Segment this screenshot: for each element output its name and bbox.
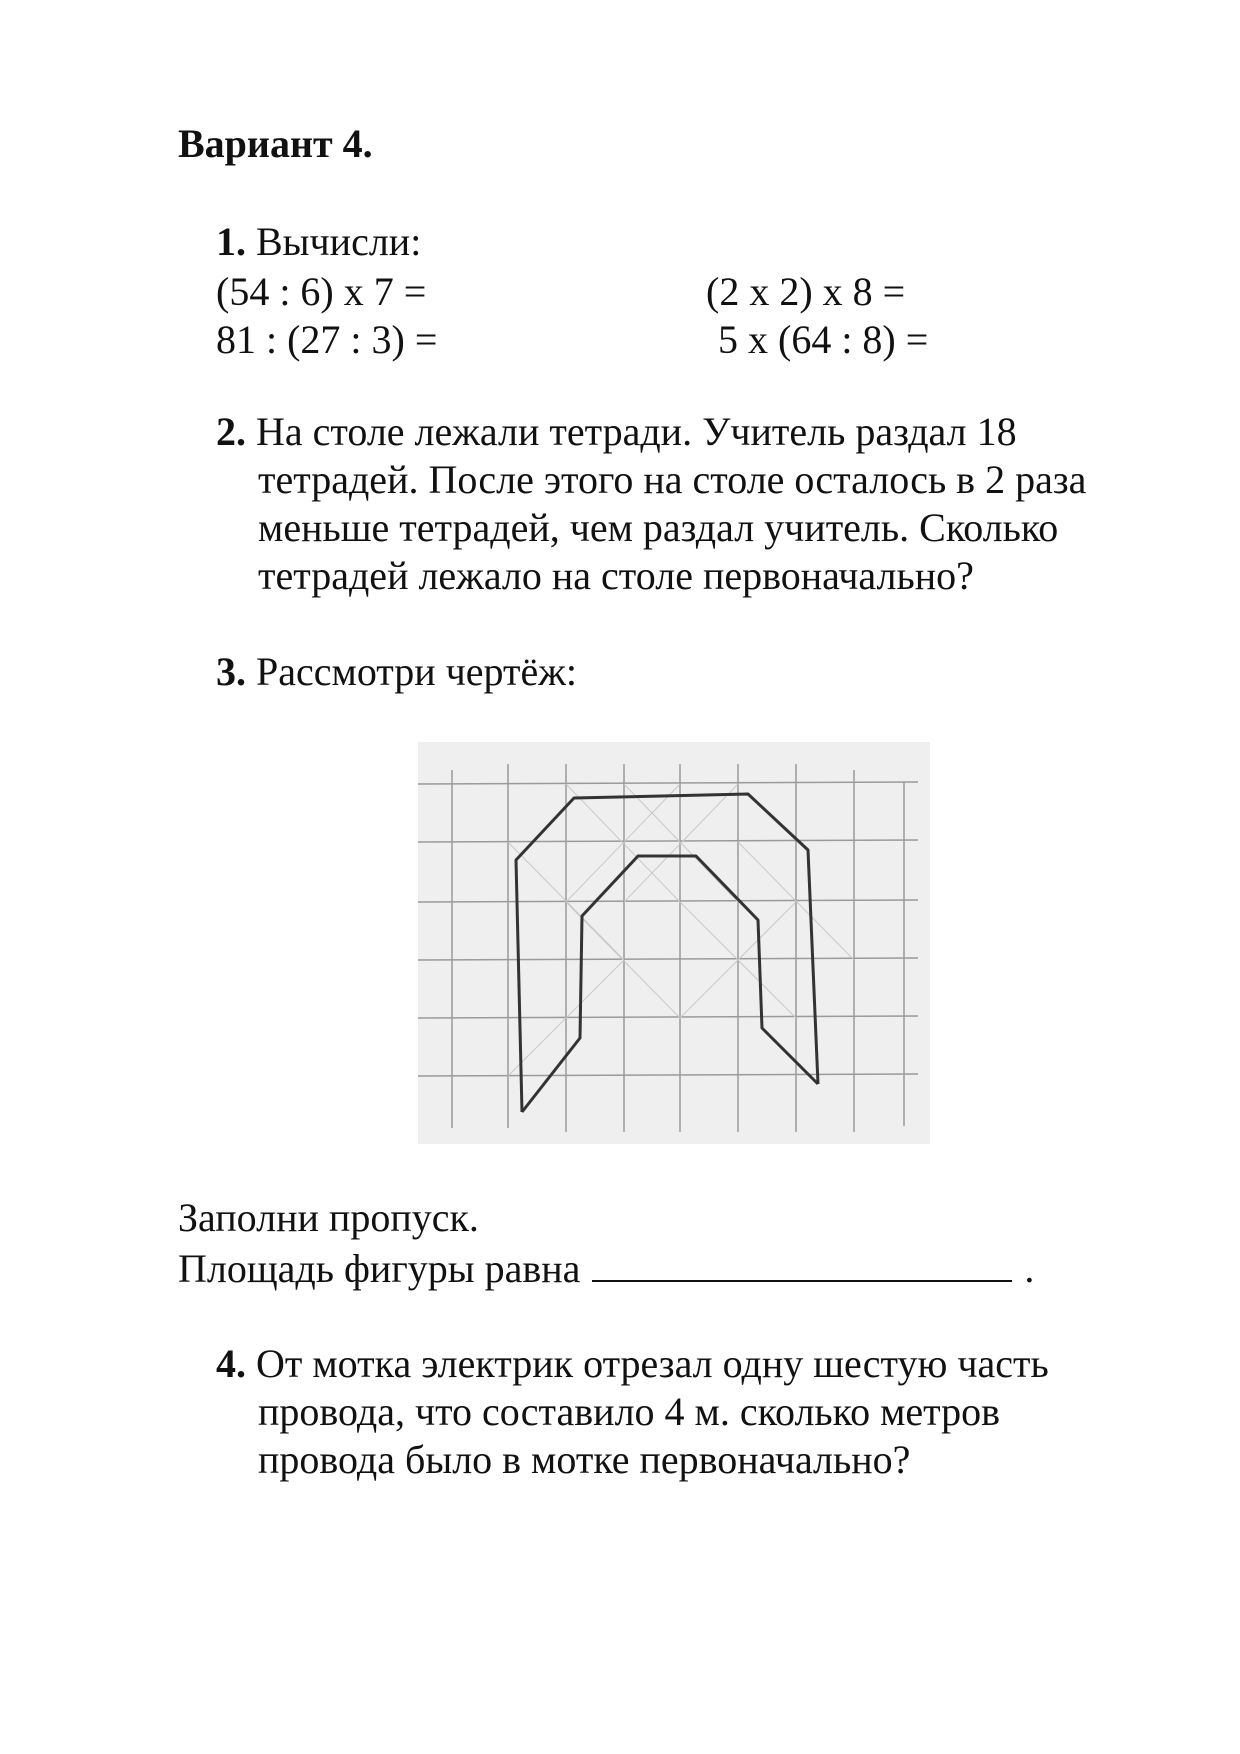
- grid-drawing: [418, 742, 930, 1144]
- variant-title: Вариант 4.: [178, 121, 373, 166]
- area-prompt-line: [178, 1244, 1034, 1293]
- area-prompt: Площадь фигуры равна: [178, 1246, 581, 1291]
- task3-heading: [216, 648, 577, 696]
- task2-line: [216, 408, 1017, 456]
- answer-blank[interactable]: [592, 1244, 1012, 1282]
- task2-text: На столе лежали тетради. Учитель раздал 18: [256, 409, 1017, 454]
- task2-line: меньше тетрадей, чем раздал учитель. Сколько: [258, 505, 1059, 550]
- task3-heading-text: Рассмотри чертёж:: [256, 649, 577, 694]
- task1-expression: (2 х 2) х 8 =: [706, 269, 906, 314]
- task2-line: тетрадей. После этого на столе осталось в 2 раза: [258, 457, 1087, 502]
- task1-heading-text: Вычисли:: [256, 219, 422, 264]
- task4-line: провода было в мотке первоначально?: [258, 1437, 911, 1482]
- task1-expression: 5 х (64 : 8) =: [718, 317, 929, 362]
- task2-number: 2.: [216, 409, 246, 454]
- task1-expression: (54 : 6) х 7 =: [216, 269, 427, 314]
- task4-line: провода, что составило 4 м. сколько метров: [258, 1389, 1000, 1434]
- task4-number: 4.: [216, 1341, 246, 1386]
- task1-heading: [216, 218, 421, 266]
- faint-diagonals: [508, 784, 854, 1076]
- grid-figure-svg: [418, 742, 930, 1144]
- fill-prompt: Заполни пропуск.: [178, 1195, 479, 1240]
- task1-expression: 81 : (27 : 3) =: [216, 317, 438, 362]
- area-suffix: .: [1024, 1246, 1035, 1291]
- task3-number: 3.: [216, 649, 246, 694]
- task2-line: тетрадей лежало на столе первоначально?: [258, 553, 974, 598]
- grid-lines: [418, 764, 918, 1132]
- task1-number: 1.: [216, 219, 246, 264]
- task4-line: [216, 1340, 1049, 1388]
- task4-text: От мотка электрик отрезал одну шестую часть: [256, 1341, 1049, 1386]
